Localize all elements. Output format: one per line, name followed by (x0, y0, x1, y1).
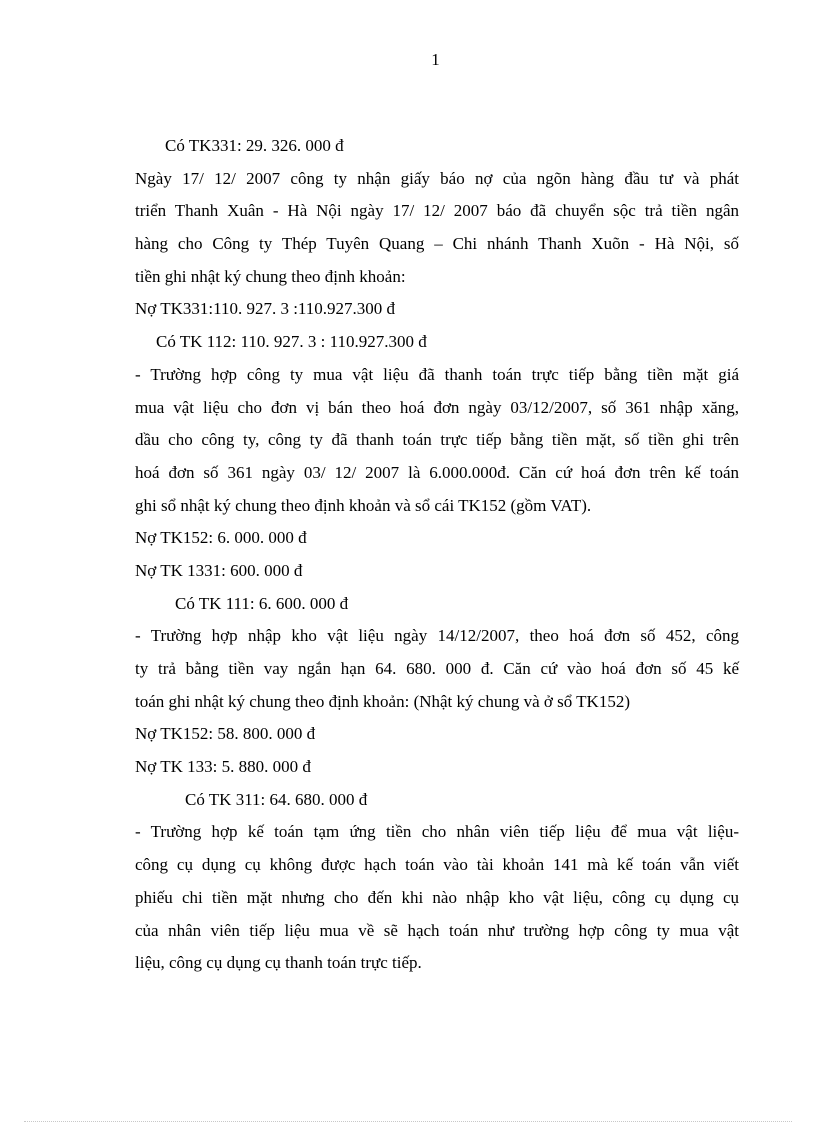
text-line-24: phiếu chi tiền mặt nhưng cho đến khi nào nhập kho vật liệu, công cụ dụng cụ (135, 887, 739, 907)
text-line-14: Nợ TK 1331: 600. 000 đ (135, 560, 303, 580)
text-line-21: Có TK 311: 64. 680. 000 đ (185, 789, 368, 809)
text-line-12: ghi sổ nhật ký chung theo định khoản và sổ cái TK152 (gồm VAT). (135, 495, 592, 515)
text-line-18: toán ghi nhật ký chung theo định khoản: (Nhật ký chung và ở sổ TK152) (135, 691, 630, 711)
text-line-13: Nợ TK152: 6. 000. 000 đ (135, 528, 307, 548)
text-line-8: - Trường hợp công ty mua vật liệu đã thanh toán trực tiếp bằng tiền mặt giá (135, 364, 739, 384)
text-line-6: Nợ TK331:110. 927. 3 :110.927.300 đ (135, 299, 396, 319)
text-line-3: triển Thanh Xuân - Hà Nội ngày 17/ 12/ 2007 báo đã chuyển sộc trả tiền ngân (135, 201, 739, 221)
text-line-7: Có TK 112: 110. 927. 3 : 110.927.300 đ (156, 332, 427, 352)
text-line-4: hàng cho Công ty Thép Tuyên Quang – Chi nhánh Thanh Xuõn - Hà Nội, số (135, 234, 739, 254)
text-line-20: Nợ TK 133: 5. 880. 000 đ (135, 757, 311, 777)
text-line-9: mua vật liệu cho đơn vị bán theo hoá đơn ngày 03/12/2007, số 361 nhập xăng, (135, 397, 739, 417)
text-line-5: tiền ghi nhật ký chung theo định khoản: (135, 266, 406, 286)
text-line-19: Nợ TK152: 58. 800. 000 đ (135, 724, 316, 744)
text-line-2: Ngày 17/ 12/ 2007 công ty nhận giấy báo nợ của ngõn hàng đầu tư và phát (135, 168, 739, 188)
text-line-16: - Trường hợp nhập kho vật liệu ngày 14/12/2007, theo hoá đơn số 452, công (135, 626, 739, 646)
text-line-23: công cụ dụng cụ không được hạch toán vào tài khoản 141 mà kế toán vẫn viết (135, 855, 739, 875)
document-body (135, 130, 739, 980)
text-line-22: - Trường hợp kế toán tạm ứng tiền cho nhân viên tiếp liệu để mua vật liệu- (135, 822, 739, 842)
text-line-10: dầu cho công ty, công ty đã thanh toán trực tiếp bằng tiền mặt, số tiền ghi trên (135, 430, 739, 450)
text-line-25: của nhân viên tiếp liệu mua về sẽ hạch toán như trường hợp công ty mua vật (135, 920, 739, 940)
text-line-1: Có TK331: 29. 326. 000 đ (165, 136, 344, 155)
page-number: 1 (431, 50, 440, 69)
text-line-15: Có TK 111: 6. 600. 000 đ (175, 593, 349, 613)
text-line-26: liệu, công cụ dụng cụ thanh toán trực tiếp. (135, 953, 422, 973)
text-line-11: hoá đơn số 361 ngày 03/ 12/ 2007 là 6.000.000đ. Căn cứ hoá đơn trên kế toán (135, 462, 739, 482)
text-line-17: ty trả bằng tiền vay ngắn hạn 64. 680. 000 đ. Căn cứ vào hoá đơn số 45 kế (135, 659, 739, 678)
page-bottom-rule (24, 1121, 792, 1122)
